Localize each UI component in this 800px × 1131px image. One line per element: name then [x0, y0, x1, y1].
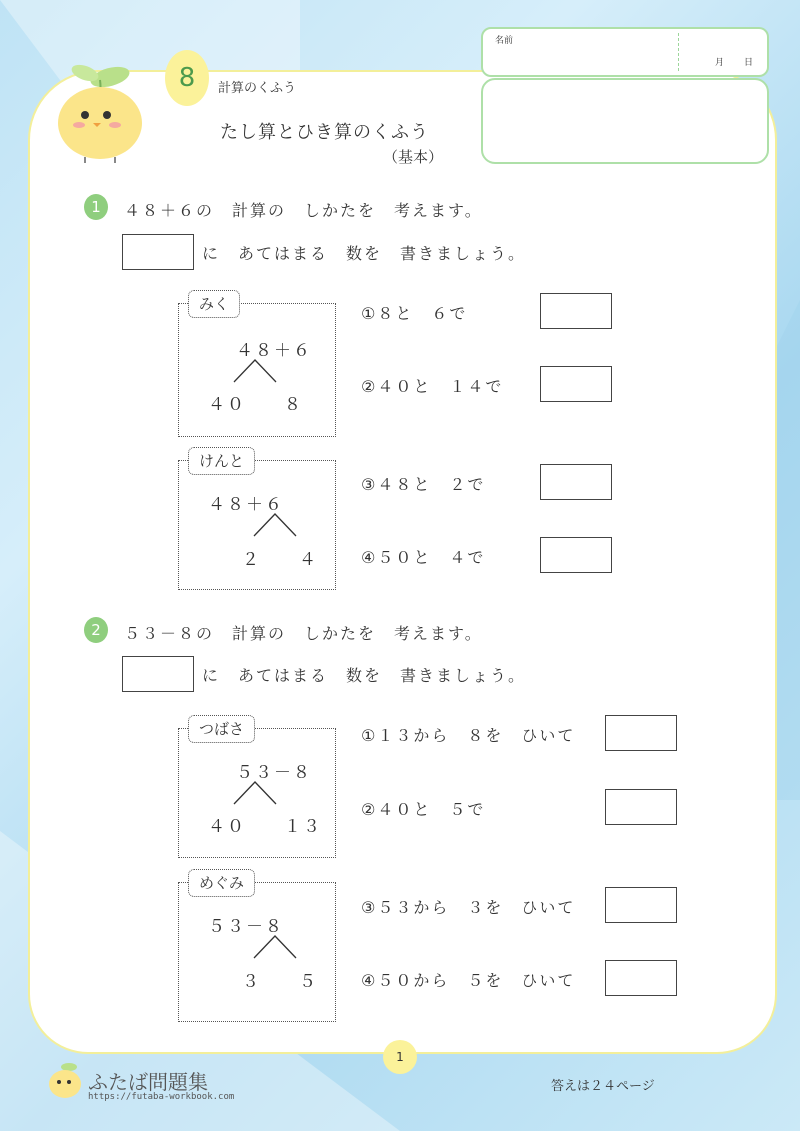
month-label: 月 [715, 58, 725, 68]
score-box[interactable] [481, 78, 769, 164]
page-title: たし算とひき算のくふう [220, 122, 429, 143]
panel-expression: ４８＋６ [208, 495, 284, 515]
lesson-category: 計算のくふう [218, 81, 297, 96]
question-2-prompt: ５３－８の 計算の しかたを 考えます。 [124, 624, 483, 643]
answers-note: 答えは２４ページ [551, 1079, 655, 1094]
step-text: ①８と ６で [361, 304, 468, 323]
mascot-illustration [45, 55, 155, 169]
step-text: ④５０から ５を ひいて [361, 971, 576, 990]
name-divider [678, 33, 679, 71]
answer-box[interactable] [540, 366, 612, 402]
panel-expression: ５３－８ [208, 917, 284, 937]
step-text: ④５０と ４で [361, 548, 486, 567]
question-1-prompt: ４８＋６の 計算の しかたを 考えます。 [124, 201, 483, 220]
step-text: ①１３から ８を ひいて [361, 726, 576, 745]
question-1-instruction: に あてはまる 数を 書きましょう。 [202, 244, 527, 263]
answer-box[interactable] [605, 715, 677, 751]
answer-box[interactable] [605, 789, 677, 825]
answer-box[interactable] [540, 464, 612, 500]
split-lines [250, 932, 300, 960]
answer-box[interactable] [605, 960, 677, 996]
panel-label-megumi: めぐみ [188, 869, 255, 897]
panel-split: ４０ １３ [208, 817, 322, 837]
name-field[interactable] [481, 27, 769, 77]
panel-split: ３ ５ [242, 972, 318, 992]
split-lines [230, 778, 280, 806]
answer-box[interactable] [540, 537, 612, 573]
brand-url[interactable]: https://futaba-workbook.com [88, 1092, 235, 1102]
step-text: ③５３から ３を ひいて [361, 898, 576, 917]
step-text: ②４０と ５で [361, 800, 486, 819]
panel-expression: ４８＋６ [236, 341, 312, 361]
panel-split: ４０ ８ [208, 395, 303, 415]
name-label: 名前 [495, 36, 514, 46]
brand-name: ふたば問題集 [88, 1070, 208, 1094]
page-number: 1 [383, 1040, 417, 1074]
question-2-number: 2 [84, 617, 108, 643]
lesson-number-badge: 8 [165, 50, 209, 106]
panel-label-tsubasa: つばさ [188, 715, 255, 743]
day-label: 日 [744, 58, 754, 68]
split-lines [250, 510, 300, 538]
split-lines [230, 356, 280, 384]
question-1-number: 1 [84, 194, 108, 220]
panel-label-miku: みく [188, 290, 240, 318]
panel-split: ２ ４ [242, 550, 318, 570]
example-answer-box [122, 234, 194, 270]
panel-label-kento: けんと [188, 447, 255, 475]
step-text: ③４８と ２で [361, 475, 486, 494]
footer-mascot-icon [45, 1060, 85, 1104]
answer-box[interactable] [540, 293, 612, 329]
answer-box[interactable] [605, 887, 677, 923]
question-2-instruction: に あてはまる 数を 書きましょう。 [202, 666, 527, 685]
page-subtitle: （基本） [383, 148, 444, 166]
step-text: ②４０と １４で [361, 377, 504, 396]
example-answer-box [122, 656, 194, 692]
panel-expression: ５３－８ [236, 763, 312, 783]
